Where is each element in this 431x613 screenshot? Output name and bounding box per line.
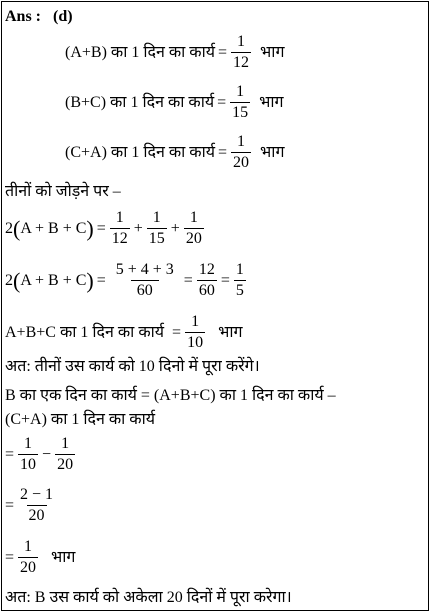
abc-rate-line: A+B+C का 1 दिन का कार्य = $\frac{1}{10}$ भाग — [5, 313, 243, 351]
rate-lhs: (A+B) का 1 दिन का कार्य — [65, 43, 216, 61]
step-combine: = $\frac{2 - 1}{20}$ — [5, 486, 54, 524]
rate-fraction: $\frac{1}{15}$ — [232, 83, 249, 121]
rate-line-ab: (A+B) का 1 दिन का कार्य = $\frac{1}{12}$ भाग — [65, 33, 285, 71]
rate-fraction: $\frac{1}{12}$ — [233, 33, 250, 71]
equation-sum: 2 ( A + B + C ) = $\frac{1}{12}$ + $\frac{1}{15}$ + $\frac{1}{20}$ — [5, 209, 202, 247]
rate-fraction: $\frac{1}{20}$ — [233, 133, 250, 171]
fraction: $\frac{1}{12}$ — [111, 209, 128, 247]
equation-simplified: 2 ( A + B + C ) = $\frac{5 + 4 + 3}{60}$ = $\frac{12}{60}$ = $\frac{1}{5}$ — [5, 261, 244, 299]
fraction: $\frac{1}{5}$ — [235, 261, 244, 299]
rate-lhs: (B+C) का 1 दिन का कार्य — [65, 93, 215, 111]
fraction: $\frac{12}{60}$ — [198, 261, 215, 299]
fraction: $\frac{1}{20}$ — [20, 538, 37, 576]
fraction: $\frac{1}{10}$ — [187, 313, 204, 351]
b-rate-line-1: B का एक दिन का कार्य = (A+B+C) का 1 दिन का कार्य – — [5, 387, 336, 404]
rate-unit: भाग — [260, 43, 285, 61]
rate-lhs: (C+A) का 1 दिन का कार्य — [65, 143, 216, 161]
fraction: $\frac{1}{10}$ — [20, 435, 37, 473]
answer-label: Ans : — [5, 8, 42, 25]
fraction: $\frac{5 + 4 + 3}{60}$ — [115, 261, 174, 299]
answer-option: (d) — [53, 8, 73, 25]
rate-unit: भाग — [259, 93, 284, 111]
conclusion-b: अत: B उस कार्य को अकेला 20 दिनों में पूरा करेगा। — [5, 589, 292, 606]
step-result: = $\frac{1}{20}$ भाग — [5, 538, 76, 576]
rate-unit: भाग — [260, 143, 285, 161]
rate-line-ca: (C+A) का 1 दिन का कार्य = $\frac{1}{20}$ भाग — [65, 133, 285, 171]
fraction: $\frac{1}{20}$ — [185, 209, 202, 247]
b-rate-line-2: (C+A) का 1 दिन का कार्य — [5, 411, 156, 428]
fraction: $\frac{1}{15}$ — [148, 209, 165, 247]
fraction: $\frac{1}{20}$ — [57, 435, 74, 473]
answer-header — [5, 8, 73, 26]
rate-line-bc: (B+C) का 1 दिन का कार्य = $\frac{1}{15}$ भाग — [65, 83, 284, 121]
add-text: तीनों को जोड़ने पर – — [5, 183, 121, 200]
conclusion-all: अत: तीनों उस कार्य को 10 दिनो में पूरा करेंगे। — [5, 358, 260, 375]
step-subtract: = $\frac{1}{10}$ − $\frac{1}{20}$ — [5, 435, 74, 473]
fraction: $\frac{2 - 1}{20}$ — [20, 486, 54, 524]
